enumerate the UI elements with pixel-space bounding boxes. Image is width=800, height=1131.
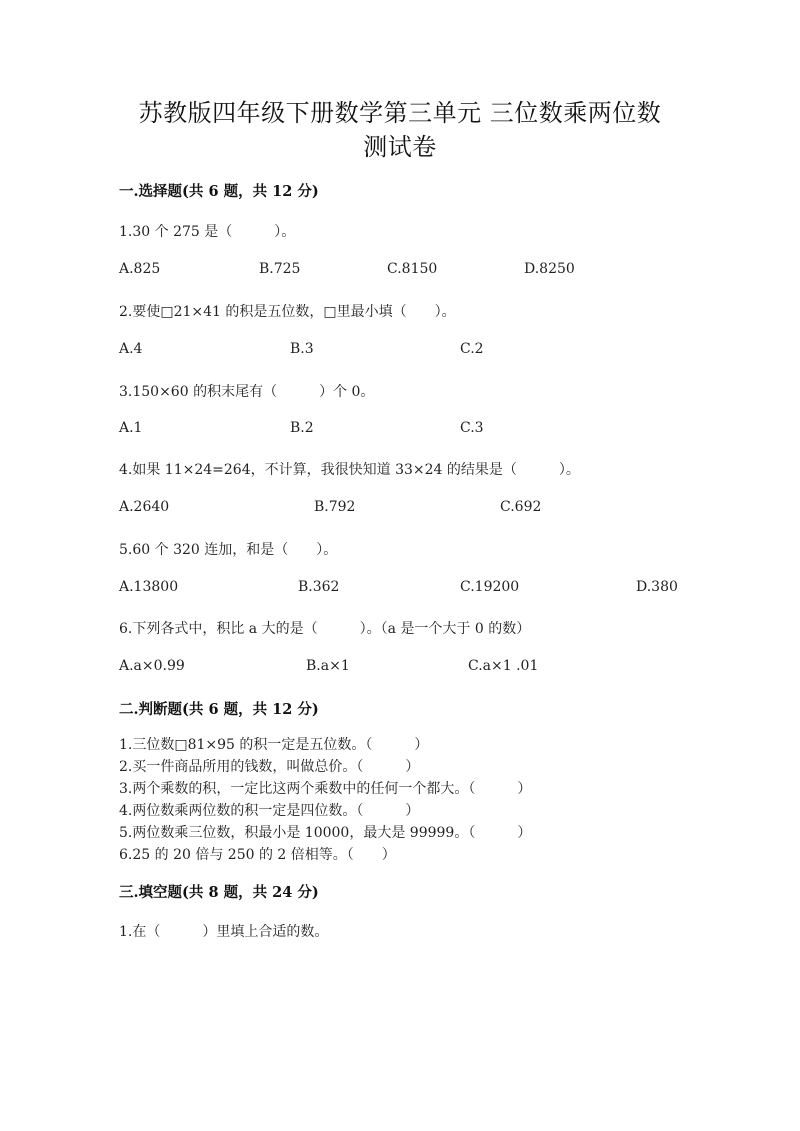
judge-item-2: 2.买一件商品所用的钱数，叫做总价。（ ） <box>119 759 420 775</box>
choice-question-5-option-a: A.13800 <box>119 579 179 595</box>
choice-question-6-option-c: C.a×1 .01 <box>468 658 539 674</box>
choice-question-1-option-d: D.8250 <box>524 261 575 277</box>
choice-question-6-option-b: B.a×1 <box>306 658 350 674</box>
judge-item-3: 3.两个乘数的积，一定比这两个乘数中的任何一个都大。（ ） <box>119 781 532 797</box>
choice-question-5-option-d: D.380 <box>636 579 678 595</box>
section-heading-choice: 一.选择题(共 6 题，共 12 分) <box>119 183 319 200</box>
exam-title-line-2: 测试卷 <box>363 133 437 161</box>
choice-question-2-option-b: B.3 <box>290 341 314 357</box>
choice-question-1-option-c: C.8150 <box>387 261 438 277</box>
choice-question-5: 5.60 个 320 连加，和是（ ）。 <box>119 542 338 558</box>
choice-question-2-option-a: A.4 <box>119 341 143 357</box>
choice-question-2-option-c: C.2 <box>460 341 484 357</box>
choice-question-5-option-c: C.19200 <box>460 579 520 595</box>
choice-question-4-option-a: A.2640 <box>119 499 170 515</box>
choice-question-4: 4.如果 11×24=264，不计算，我很快知道 33×24 的结果是（ ）。 <box>119 462 580 478</box>
choice-question-6: 6.下列各式中，积比 a 大的是（ ）。（a 是一个大于 0 的数） <box>119 621 531 637</box>
choice-question-3-option-c: C.3 <box>460 420 484 436</box>
choice-question-3-option-a: A.1 <box>119 420 143 436</box>
choice-question-1-option-a: A.825 <box>119 261 161 277</box>
choice-question-4-option-b: B.792 <box>314 499 356 515</box>
judge-item-5: 5.两位数乘三位数，积最小是 10000，最大是 99999。（ ） <box>119 825 532 841</box>
judge-item-4: 4.两位数乘两位数的积一定是四位数。（ ） <box>119 803 420 819</box>
section-heading-judge: 二.判断题(共 6 题，共 12 分) <box>119 701 319 718</box>
exam-title-line-1: 苏教版四年级下册数学第三单元 三位数乘两位数 <box>138 99 662 127</box>
choice-question-1-option-b: B.725 <box>259 261 301 277</box>
choice-question-2: 2.要使□21×41 的积是五位数，□里最小填（ ）。 <box>119 304 456 320</box>
choice-question-1: 1.30 个 275 是（ ）。 <box>119 224 296 240</box>
choice-question-5-option-b: B.362 <box>298 579 340 595</box>
fill-item-1: 1.在（ ）里填上合适的数。 <box>119 924 329 940</box>
judge-item-6: 6.25 的 20 倍与 250 的 2 倍相等。（ ） <box>119 847 396 863</box>
choice-question-3: 3.150×60 的积末尾有（ ）个 0。 <box>119 384 375 400</box>
choice-question-6-option-a: A.a×0.99 <box>119 658 185 674</box>
choice-question-4-option-c: C.692 <box>500 499 542 515</box>
choice-question-3-option-b: B.2 <box>290 420 314 436</box>
judge-item-1: 1.三位数□81×95 的积一定是五位数。（ ） <box>119 737 429 753</box>
section-heading-fill: 三.填空题(共 8 题，共 24 分) <box>119 884 319 901</box>
